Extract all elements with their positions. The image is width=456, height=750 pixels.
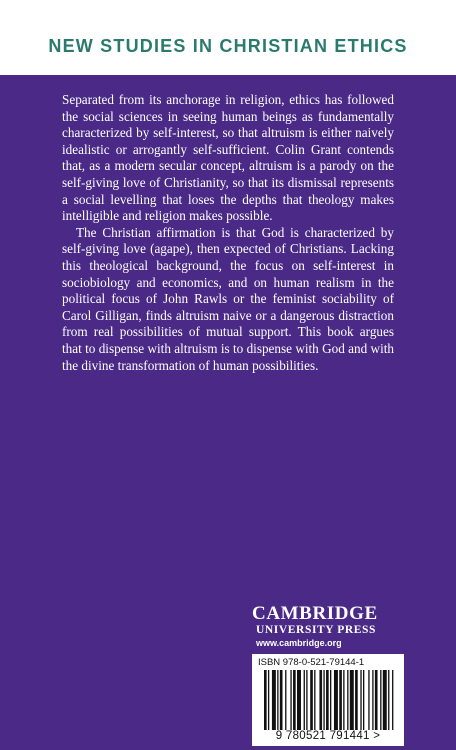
isbn-text: ISBN 978-0-521-79144-1 [258, 657, 365, 668]
barcode-bars [264, 670, 396, 730]
blurb-paragraph-2: The Christian affirmation is that God is characterized by self-giving love (agape), then expected of Christians. Lacking this theological background, the focus on self-interest in sociobiology and economics, and on human realism in the political focus of John Rawls or the feminist sociability of Carol Gilligan, finds altruism naive or a dangerous distraction from real possibilities of mutual support. This book argues that to dispense with altruism is to dispense with God and with the divine transformation of human possibilities. [62, 224, 394, 373]
back-cover-blurb [62, 92, 394, 374]
publisher-website: www.cambridge.org [256, 638, 342, 648]
barcode-panel [252, 654, 404, 746]
barcode-digits: 9 780521 791441 > [275, 730, 381, 742]
blurb-paragraph-1: Separated from its anchorage in religion, ethics has followed the social sciences in seeing human beings as fundamentally characterized by self-interest, so that altruism is either naively idealistic or arrogantly self-sufficient. Colin Grant contends that, as a modern secular concept, altruism is a parody on the self-giving love of Christianity, so that its dismissal represents a social levelling that loses the depths that theology makes intelligible and religion makes possible. [62, 92, 394, 224]
series-title: NEW STUDIES IN CHRISTIAN ETHICS [48, 36, 408, 56]
publisher-subtitle: UNIVERSITY PRESS [256, 624, 377, 636]
publisher-name: CAMBRIDGE [252, 603, 378, 624]
publisher-logo [252, 604, 412, 650]
